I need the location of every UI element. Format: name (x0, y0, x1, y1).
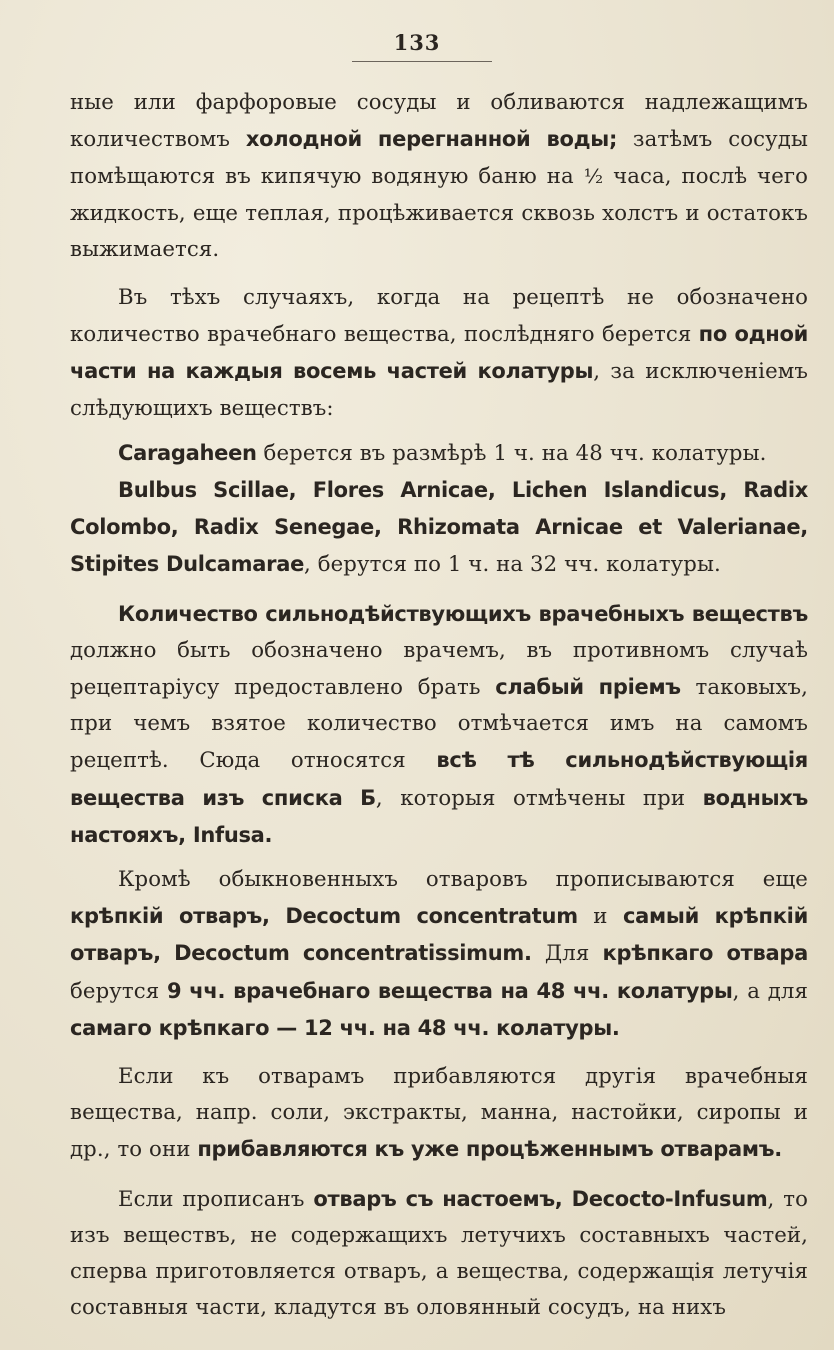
text-run: , берутся по 1 ч. на 32 чч. колатуры. (304, 552, 721, 578)
text-run: Кромѣ обыкновенныхъ отваровъ прописываются еще (118, 867, 808, 893)
bold-term: 9 чч. врачебнаго вещества на 48 чч. колатуры (167, 978, 733, 1003)
bold-term: слабый прiемъ (495, 675, 681, 700)
paragraph (70, 1181, 808, 1327)
bold-term: холодной перегнанной воды; (245, 127, 618, 152)
text-run: Для (531, 941, 603, 967)
page-number: 133 (393, 30, 441, 55)
bold-term: прибавляются къ уже процѣженнымъ отварамъ. (197, 1137, 782, 1162)
fraction: ½ (583, 164, 604, 189)
text-run: и (577, 904, 624, 930)
text-run: Если прописанъ (118, 1186, 314, 1212)
text-run: затѣмъ сосуды помѣщаются въ кипячую водяную баню на (70, 127, 808, 190)
text-run: , то изъ веществъ, не содержащихъ летучихъ составныхъ частей, сперва приготовляется отваръ, а вещества, содержащiя летучiя составныя части, кладутся въ оловянный сосудъ, на нихъ (70, 1186, 808, 1321)
bold-term: по одной части на каждыя восемь частей колатуры (70, 322, 809, 384)
paragraph (70, 1059, 808, 1169)
text-run: , которыя отмѣчены при (375, 785, 703, 811)
bold-term: отваръ съ настоемъ, Decocto-Infusum (313, 1186, 768, 1211)
text-run: часа, послѣ чего жидкость, еще теплая, процѣживается сквозь холстъ и остатокъ выжимается. (70, 164, 808, 262)
paragraph (70, 85, 808, 268)
paragraph (70, 862, 808, 1047)
paragraph (70, 280, 808, 427)
text-run: ные или фарфоровые сосуды и обливаются надлежащимъ количествомъ (70, 90, 808, 153)
text-run: берутся (70, 978, 168, 1004)
header-rule (352, 61, 492, 62)
text-run: Въ тѣхъ случаяхъ, когда на рецептѣ не обозначено количество врачебнаго вещества, послѣдняго берется (70, 285, 808, 348)
text-run: Если къ отварамъ прибавляются другiя врачебныя вещества, напр. соли, экстракты, манна, настойки, сиропы и др., то они (70, 1064, 808, 1163)
text-run: , а для (732, 978, 809, 1004)
bold-term: крѣпкаго отвара (602, 941, 808, 966)
bold-term: Bulbus Scillae, Flores Arnicae, Lichen Islandicus, Radix Colombo, Radix Senegae, Rhizomata Arnicae et Valerianae, Stipites Dulcamarae (70, 478, 808, 577)
bold-term: Количество сильнодѣйствующихъ врачебныхъ веществъ (118, 601, 808, 626)
body-text (70, 85, 808, 1327)
text-run: , за исключенiемъ слѣдующихъ веществъ: (70, 359, 808, 421)
bold-term: Caragaheen (118, 440, 257, 465)
text-run: таковыхъ, при чемъ взятое количество отмѣчается имъ на самомъ рецептѣ. Сюда относятся (70, 675, 809, 774)
bold-term: самаго крѣпкаго — 12 чч. на 48 чч. колатуры. (70, 1015, 620, 1040)
bold-term: самый крѣпкiй отваръ, Decoctum concentratissimum. (70, 904, 808, 966)
paragraph (70, 435, 808, 472)
bold-term: крѣпкiй отваръ, Decoctum concentratum (70, 904, 578, 929)
bold-term: всѣ тѣ сильнодѣйствующiя вещества изъ списка Б (70, 748, 808, 810)
bold-term: водныхъ настояхъ, Infusa. (70, 785, 808, 847)
text-run: должно быть обозначено врачемъ, въ противномъ случаѣ рецептарiусу предоставлено брать (70, 637, 808, 701)
text-run: берется въ размѣрѣ 1 ч. на 48 чч. колатуры. (256, 440, 767, 466)
paragraph (70, 596, 808, 854)
paragraph (70, 472, 808, 584)
